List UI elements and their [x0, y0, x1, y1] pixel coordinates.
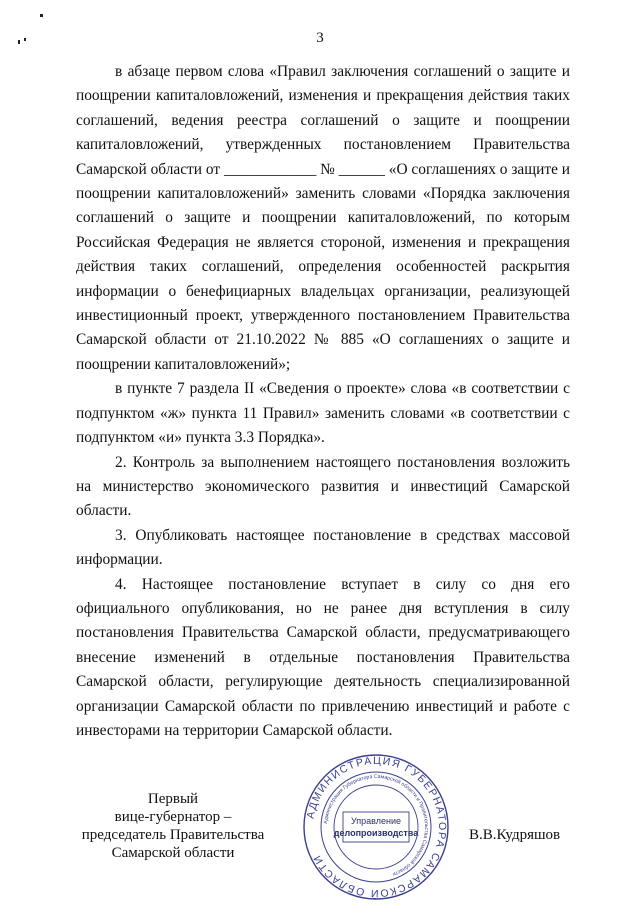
- paragraph-publish: 3. Опубликовать настоящее постановление в средствах массовой информации.: [76, 526, 570, 569]
- stamp-inner-ring: [334, 785, 418, 869]
- stamp-outer-text: АДМИНИСТРАЦИЯ ГУБЕРНАТОРА САМАРСКОЙ ОБЛАСТИ: [304, 754, 449, 900]
- signatory-title-line: Самарской области: [111, 845, 235, 861]
- signatory-title-line: председатель Правительства: [81, 827, 265, 843]
- stamp-center-line-1: Управление: [350, 816, 402, 826]
- paragraph-amendment-1: в абзаце первом слова «Правил заключения соглашений о защите и поощрении капиталовложений, изменения и прекращения действия таких соглашений, ведения реестра соглашений о защите и поощрении капиталовложений, утвержденных постановлением Правительства Самарской области от ____________ № ______ «О соглашениях о защите и поощрении капиталовложений» заменить словами «Порядка заключения соглашений о защите и поощрении капиталовложений, по которым Российская Федерация не является стороной, изменения и прекращения действия таких соглашений, определения особенностей раскрытия информации о бенефициарных владельцах организации, реализующей инвестиционный проект, утвержденного постановлением Правительства Самарской области от 21.10.2022 № 885 «О соглашениях о защите и поощрении капиталовложений»;: [76, 63, 570, 373]
- document-body: [76, 60, 570, 743]
- official-stamp: [301, 752, 451, 902]
- signatory-title-line: вице-губернатор –: [114, 809, 232, 825]
- page-number: 3: [316, 30, 324, 46]
- stamp-center-line-2: делопроизводства: [333, 828, 419, 838]
- signatory-title-line: Первый: [147, 791, 199, 807]
- stamp-inner-text: Администрация Губернатора Самарской области и Правительства Самарской области: [323, 773, 430, 877]
- paragraph-control: 2. Контроль за выполнением настоящего постановления возложить на министерство экономического развития и инвестиций Самарской области.: [76, 453, 570, 520]
- signatory-title: [58, 790, 288, 862]
- signatory-name: В.В.Кудряшов: [469, 827, 561, 843]
- stamp-middle-ring: [321, 772, 431, 882]
- paragraph-amendment-2: в пункте 7 раздела II «Сведения о проекте» слова «в соответствии с подпунктом «ж» пункта 11 Правил» заменить словами «в соответствии с подпунктом «и» пункта 3.3 Порядка».: [76, 380, 570, 447]
- scan-dot: [40, 14, 43, 17]
- paragraph-entry-into-force: 4. Настоящее постановление вступает в силу со дня его официального опубликования, но не ранее дня вступления в силу постановления Правительства Самарской области, предусматривающего внесение изменений в отдельные постановления Правительства Самарской области, регулирующие деятельность специализированной организации Самарской области по привлечению инвестиций и работе с инвесторами на территории Самарской области.: [76, 575, 570, 739]
